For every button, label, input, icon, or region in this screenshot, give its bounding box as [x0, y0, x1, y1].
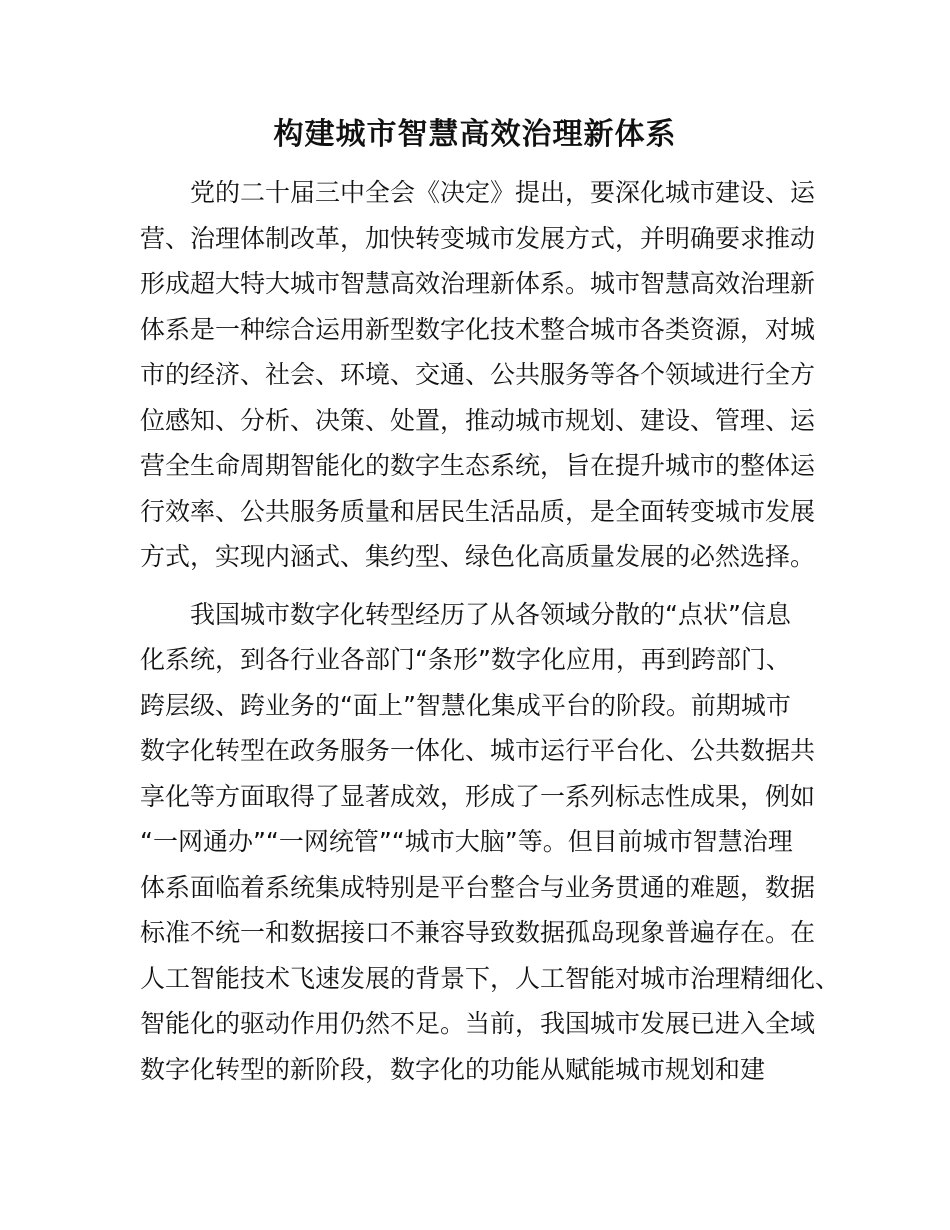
paragraph-line: 标准不统一和数据接口不兼容导致数据孤岛现象普遍存在。在 [140, 918, 816, 947]
paragraph-line: 行效率、公共服务质量和居民生活品质，是全面转变城市发展 [140, 496, 816, 526]
paragraph-2 [140, 592, 840, 1093]
paragraph-line: 形成超大特大城市智慧高效治理新体系。城市智慧高效治理新 [140, 269, 816, 298]
paragraph-line: 跨层级、跨业务的“面上”智慧化集成平台的阶段。前期城市 [140, 690, 791, 720]
paragraph-line: 党的二十届三中全会《决定》提出，要深化城市建设、运 [190, 178, 816, 207]
document-body [140, 170, 840, 1104]
paragraph-line: 方式，实现内涵式、集约型、绿色化高质量发展的必然选择。 [140, 542, 816, 571]
paragraph-line: 人工智能技术飞速发展的背景下，人工智能对城市治理精细化、 [140, 963, 841, 993]
paragraph-line: 市的经济、社会、环境、交通、公共服务等各个领域进行全方 [140, 360, 816, 389]
paragraph-line: 智能化的驱动作用仍然不足。当前，我国城市发展已进入全域 [140, 1009, 816, 1038]
paragraph-line: 体系是一种综合运用新型数字化技术整合城市各类资源，对城 [140, 314, 816, 344]
paragraph-line: 化系统，到各行业各部门“条形”数字化应用，再到跨部门、 [140, 645, 791, 674]
paragraph-line: 数字化转型的新阶段，数字化的功能从赋能城市规划和建 [140, 1054, 766, 1084]
paragraph-line: 体系面临着系统集成特别是平台整合与业务贯通的难题，数据 [140, 872, 816, 902]
paragraph-line: “一网通办”“一网统管”“城市大脑”等。但目前城市智慧治理 [140, 827, 793, 856]
paragraph-line: 营、治理体制改革，加快转变城市发展方式，并明确要求推动 [140, 223, 816, 253]
paragraph-line: 营全生命周期智能化的数字生态系统，旨在提升城市的整体运 [140, 451, 816, 480]
paragraph-1 [140, 170, 840, 580]
document-title: 构建城市智慧高效治理新体系 [273, 117, 677, 152]
paragraph-line: 我国城市数字化转型经历了从各领域分散的“点状”信息 [190, 599, 791, 629]
paragraph-line: 享化等方面取得了显著成效，形成了一系列标志性成果，例如 [140, 781, 816, 811]
paragraph-line: 位感知、分析、决策、处置，推动城市规划、建设、管理、运 [140, 405, 816, 435]
paragraph-line: 数字化转型在政务服务一体化、城市运行平台化、公共数据共 [140, 736, 816, 765]
